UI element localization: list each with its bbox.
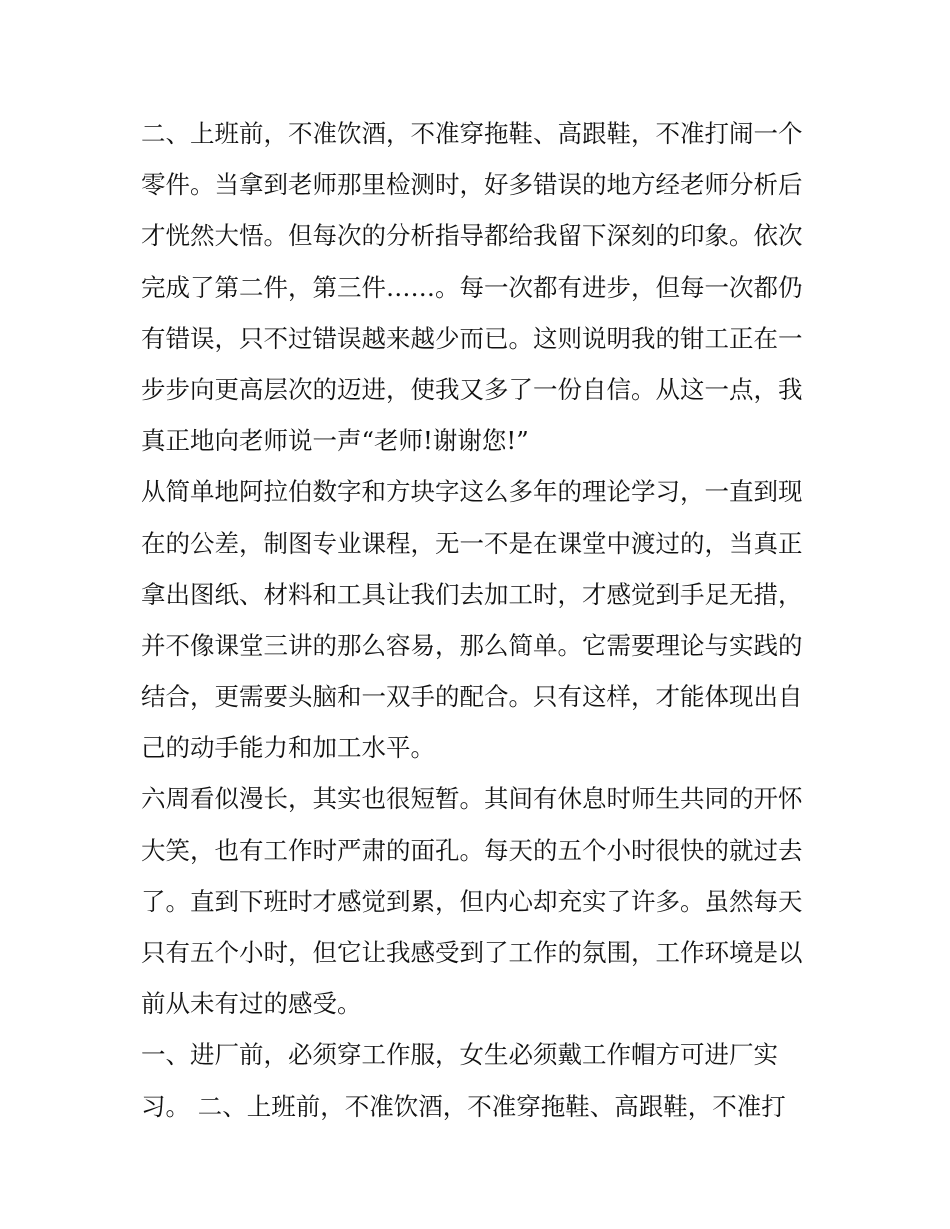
text-line: 己的动手能力和加工水平。	[141, 733, 435, 763]
body-text	[141, 108, 821, 1132]
text-line: 零件。当拿到老师那里检测时，好多错误的地方经老师分析后	[141, 170, 803, 200]
text-line: 二、上班前，不准饮酒，不准穿拖鞋、高跟鞋，不准打闹一个	[141, 119, 803, 148]
text-line: 步步向更高层次的迈进，使我又多了一份自信。从这一点，我	[141, 374, 803, 404]
text-line: 在的公差，制图专业课程，无一不是在课堂中渡过的，当真正	[141, 528, 803, 558]
text-line: 了。直到下班时才感觉到累，但内心却充实了许多。虽然每天	[141, 886, 803, 916]
text-line: 真正地向老师说一声“老师!谢谢您!”	[141, 426, 529, 456]
text-line: 六周看似漫长，其实也很短暂。其间有休息时师生共同的开怀	[141, 784, 803, 814]
text-line: 完成了第二件，第三件……。每一次都有进步，但每一次都仍	[141, 272, 803, 302]
text-line: 前从未有过的感受。	[141, 989, 362, 1019]
text-line: 一、进厂前，必须穿工作服，女生必须戴工作帽方可进厂实	[141, 1040, 778, 1070]
text-line: 并不像课堂三讲的那么容易，那么简单。它需要理论与实践的	[141, 630, 803, 660]
text-line: 习。 二、上班前，不准饮酒，不准穿拖鞋、高跟鞋，不准打	[141, 1091, 786, 1121]
text-line: 大笑，也有工作时严肃的面孔。每天的五个小时很快的就过去	[141, 835, 803, 865]
text-line: 有错误，只不过错误越来越少而已。这则说明我的钳工正在一	[141, 323, 803, 353]
text-line: 只有五个小时，但它让我感受到了工作的氛围，工作环境是以	[141, 938, 803, 967]
text-line: 拿出图纸、材料和工具让我们去加工时，才感觉到手足无措，	[141, 579, 803, 609]
text-line: 结合，更需要头脑和一双手的配合。只有这样，才能体现出自	[141, 682, 803, 712]
text-line: 从简单地阿拉伯数字和方块字这么多年的理论学习，一直到现	[141, 477, 803, 507]
text-line: 才恍然大悟。但每次的分析指导都给我留下深刻的印象。依次	[141, 221, 803, 251]
